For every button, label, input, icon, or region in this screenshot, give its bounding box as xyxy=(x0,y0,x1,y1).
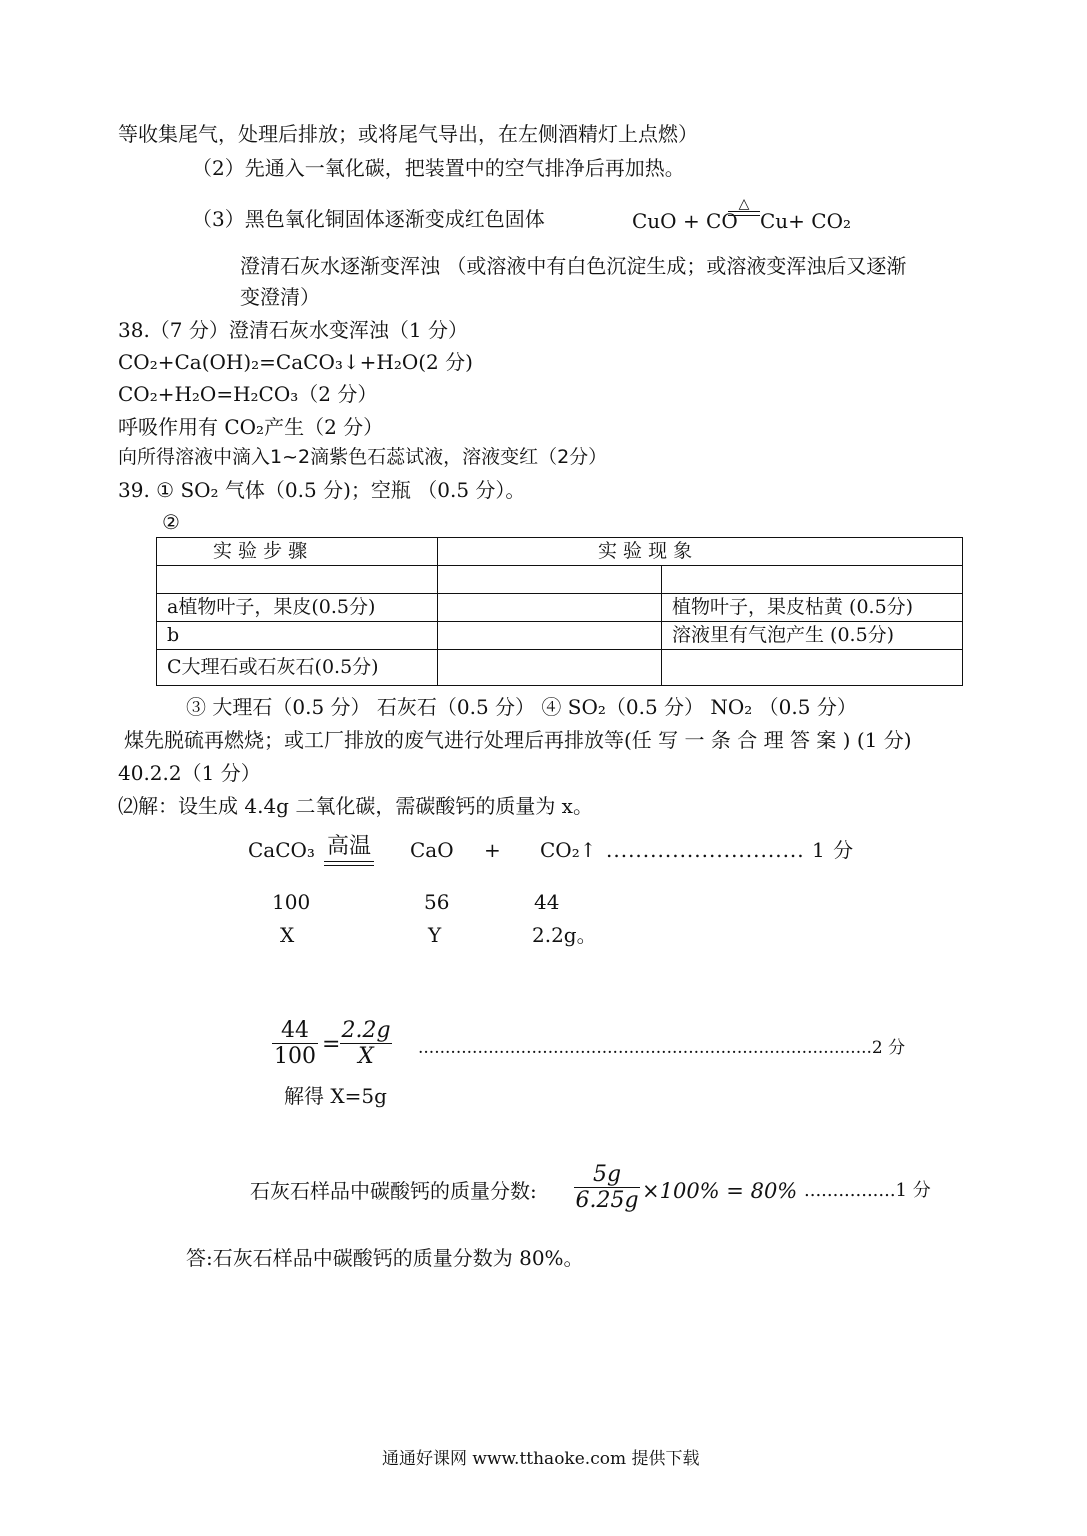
answer-line: 煤先脱硫再燃烧；或工厂排放的废气进行处理后再排放等(任 写 一 条 合 理 答 案 ) (1 分) xyxy=(124,728,912,752)
percent-fraction xyxy=(574,1162,640,1213)
final-answer: 答:石灰石样品中碳酸钙的质量分数为 80%。 xyxy=(186,1246,584,1270)
unknown: 2.2g。 xyxy=(532,923,597,947)
answer-line: 向所得溶液中滴入1~2滴紫色石蕊试液，溶液变红（2分） xyxy=(118,446,608,468)
table-cell: 植物叶子，果皮枯黄 (0.5分) xyxy=(662,594,963,622)
table-row xyxy=(157,622,963,650)
unknown: Y xyxy=(428,923,442,947)
equation-line: CO₂+Ca(OH)₂=CaCO₃↓+H₂O(2 分) xyxy=(118,350,473,374)
answer-line: 变澄清） xyxy=(240,285,320,309)
percent-result: ×100% = 80% xyxy=(642,1179,798,1203)
table-cell xyxy=(438,566,662,594)
answer-line: 等收集尾气，处理后排放；或将尾气导出，在左侧酒精灯上点燃） xyxy=(118,122,698,146)
equation-right: Cu+ CO₂ xyxy=(760,209,852,233)
plus-sign: + xyxy=(484,838,501,862)
numerator: 5g xyxy=(592,1162,622,1187)
question-40-heading: 40.2.2（1 分） xyxy=(118,761,261,785)
score: ........................... 1 分 xyxy=(606,838,855,862)
numerator: 44 xyxy=(281,1018,309,1043)
table-cell xyxy=(662,566,963,594)
solution-intro: ⑵解：设生成 4.4g 二氧化碳，需碳酸钙的质量为 x。 xyxy=(118,794,593,818)
cuo-equation xyxy=(632,197,852,237)
table-cell: b xyxy=(157,622,438,650)
header-step: 实 验 步 骤 xyxy=(157,538,438,566)
table-cell xyxy=(438,594,662,622)
molar-mass: 100 xyxy=(272,890,311,914)
table-row xyxy=(157,594,963,622)
table-cell: 溶液里有气泡产生 (0.5分) xyxy=(662,622,963,650)
experiment-table xyxy=(156,537,963,686)
solution-result: 解得 X=5g xyxy=(284,1084,387,1108)
equation-left: CuO + CO xyxy=(632,209,738,233)
numerator: 2.2g xyxy=(341,1018,391,1043)
table-cell: a植物叶子，果皮(0.5分) xyxy=(157,594,438,622)
reactant: CaCO₃ xyxy=(248,838,315,862)
product-1: CaO xyxy=(410,838,454,862)
question-39-heading: 39. ① SO₂ 气体（0.5 分)；空瓶 （0.5 分）。 xyxy=(118,478,526,502)
question-38-heading: 38.（7 分）澄清石灰水变浑浊（1 分） xyxy=(118,318,468,342)
table-cell xyxy=(438,650,662,686)
denominator: X xyxy=(358,1044,374,1069)
table-cell: C大理石或石灰石(0.5分) xyxy=(157,650,438,686)
molar-mass: 44 xyxy=(534,890,560,914)
table-cell xyxy=(157,566,438,594)
molar-mass: 56 xyxy=(424,890,450,914)
table-cell xyxy=(662,650,963,686)
header-phenomenon: 实 验 现 象 xyxy=(438,538,963,566)
answer-line: （2）先通入一氧化碳，把装置中的空气排净后再加热。 xyxy=(192,156,685,180)
percent-label: 石灰石样品中碳酸钙的质量分数: xyxy=(250,1179,537,1203)
fraction-left xyxy=(272,1018,318,1069)
fraction-right xyxy=(340,1018,392,1069)
condition-text: 高温 xyxy=(326,834,371,859)
product-2: CO₂↑ xyxy=(540,838,597,862)
score: ................1 分 xyxy=(804,1180,931,1201)
equals-sign: = xyxy=(322,1032,341,1057)
table-row xyxy=(157,650,963,686)
answer-line: （3）黑色氧化铜固体逐渐变成红色固体 xyxy=(192,207,545,231)
denominator: 100 xyxy=(274,1044,316,1069)
table-row xyxy=(157,566,963,594)
heat-symbol: △ xyxy=(738,196,750,212)
answer-line: 呼吸作用有 CO₂产生（2 分） xyxy=(118,415,384,439)
equation-condition xyxy=(728,197,760,216)
table-header-row xyxy=(157,538,963,566)
equation-line: CO₂+H₂O=H₂CO₃（2 分） xyxy=(118,382,378,406)
answer-line: ③ 大理石（0.5 分） 石灰石（0.5 分） ④ SO₂（0.5 分） NO₂ （0.5 分） xyxy=(186,695,857,719)
double-bar xyxy=(324,861,374,866)
score: ....................................................................................2 分 xyxy=(418,1038,906,1058)
denominator: 6.25g xyxy=(575,1188,639,1213)
reaction-condition xyxy=(324,833,374,866)
unknown: X xyxy=(280,923,295,947)
table-cell xyxy=(438,622,662,650)
answer-line: 澄清石灰水逐渐变浑浊 （或溶液中有白色沉淀生成；或溶液变浑浊后又逐渐 xyxy=(240,254,907,278)
sub-marker: ② xyxy=(162,510,180,534)
page-footer: 通通好课网 www.tthaoke.com 提供下载 xyxy=(382,1449,700,1469)
